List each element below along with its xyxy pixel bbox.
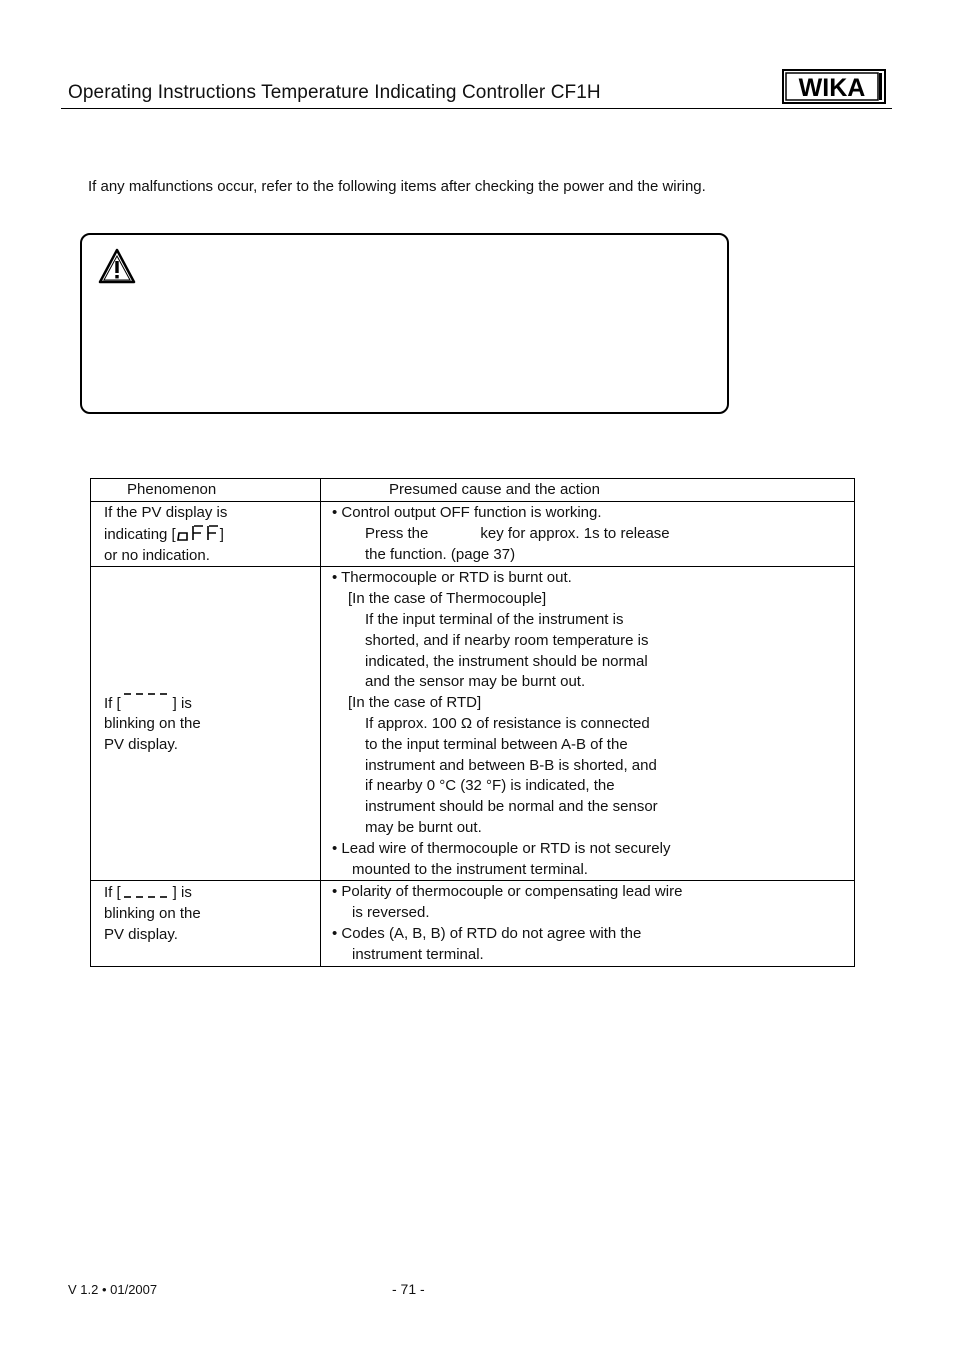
- cause-cell: [321, 567, 855, 881]
- table-row: [91, 881, 855, 966]
- phenomenon-line: blinking on the: [104, 715, 201, 733]
- phenomenon-line: [104, 693, 320, 715]
- cause-line: instrument and between B-B is shorted, and: [365, 756, 657, 774]
- table-header-row: [91, 479, 855, 502]
- cause-line: • Codes (A, B, B) of RTD do not agree with the: [332, 924, 642, 942]
- cause-text: key for approx. 1s to release: [480, 524, 670, 542]
- document-title: Operating Instructions Temperature Indicating Controller CF1H: [68, 82, 601, 103]
- cause-line: If the input terminal of the instrument is: [365, 610, 624, 628]
- phenomenon-line: blinking on the: [104, 905, 201, 923]
- cause-line: If approx. 100 Ω of resistance is connected: [365, 714, 650, 732]
- phenomenon-text: If [: [104, 694, 121, 712]
- cause-line: mounted to the instrument terminal.: [352, 860, 588, 878]
- warning-triangle-icon: [98, 248, 136, 284]
- warning-box: [80, 233, 729, 414]
- cause-line: • Thermocouple or RTD is burnt out.: [332, 569, 572, 587]
- table-row: [91, 502, 855, 567]
- cause-line: instrument should be normal and the sensor: [365, 798, 658, 816]
- phenomenon-cell: [91, 567, 321, 881]
- cause-line: the function. (page 37): [365, 545, 516, 563]
- wika-logo: [782, 69, 886, 104]
- intro-text: If any malfunctions occur, refer to the following items after checking the power and the wiring.: [88, 178, 706, 195]
- phenomenon-text: ]: [219, 525, 224, 543]
- column-header-cause: Presumed cause and the action: [321, 479, 855, 502]
- phenomenon-line: If the PV display is: [104, 504, 228, 521]
- cause-line: instrument terminal.: [352, 945, 484, 963]
- table-row: [91, 567, 855, 881]
- phenomenon-text: ] is: [172, 884, 192, 902]
- header-divider: [61, 108, 892, 109]
- cause-line: may be burnt out.: [365, 818, 482, 836]
- phenomenon-line: or no indication.: [104, 546, 210, 564]
- phenomenon-line: [104, 882, 320, 904]
- troubleshooting-table: [90, 478, 855, 967]
- cause-line: is reversed.: [352, 904, 430, 922]
- page-number: - 71 -: [392, 1281, 425, 1297]
- cause-line: [In the case of Thermocouple]: [348, 590, 547, 608]
- cause-line: • Control output OFF function is working.: [332, 504, 602, 521]
- phenomenon-text: indicating [: [104, 525, 176, 543]
- footer-version: V 1.2 • 01/2007: [68, 1282, 158, 1297]
- phenomenon-cell: [91, 881, 321, 966]
- cause-text: Press the: [365, 524, 429, 542]
- cause-line: indicated, the instrument should be normal: [365, 652, 648, 670]
- cause-line: [332, 524, 854, 545]
- cause-line: to the input terminal between A-B of the: [365, 735, 628, 753]
- phenomenon-line: PV display.: [104, 925, 178, 943]
- cause-line: shorted, and if nearby room temperature is: [365, 631, 649, 649]
- phenomenon-text: If [: [104, 884, 121, 902]
- underscale-display-icon: [121, 882, 173, 900]
- cause-line: if nearby 0 °C (32 °F) is indicated, the: [365, 777, 615, 795]
- logo-text: WIKA: [798, 74, 866, 102]
- column-header-phenomenon: Phenomenon: [91, 479, 321, 502]
- phenomenon-cell: [91, 502, 321, 567]
- cause-line: [In the case of RTD]: [348, 694, 482, 712]
- overscale-display-icon: [121, 693, 173, 711]
- cause-line: • Lead wire of thermocouple or RTD is not securely: [332, 839, 671, 857]
- cause-line: and the sensor may be burnt out.: [365, 673, 586, 691]
- phenomenon-text: ] is: [172, 694, 192, 712]
- cause-cell: [321, 502, 855, 567]
- off-display-icon: [176, 524, 220, 542]
- cause-cell: [321, 881, 855, 966]
- phenomenon-line: PV display.: [104, 736, 178, 754]
- cause-line: • Polarity of thermocouple or compensating lead wire: [332, 883, 683, 901]
- phenomenon-line: [104, 524, 320, 546]
